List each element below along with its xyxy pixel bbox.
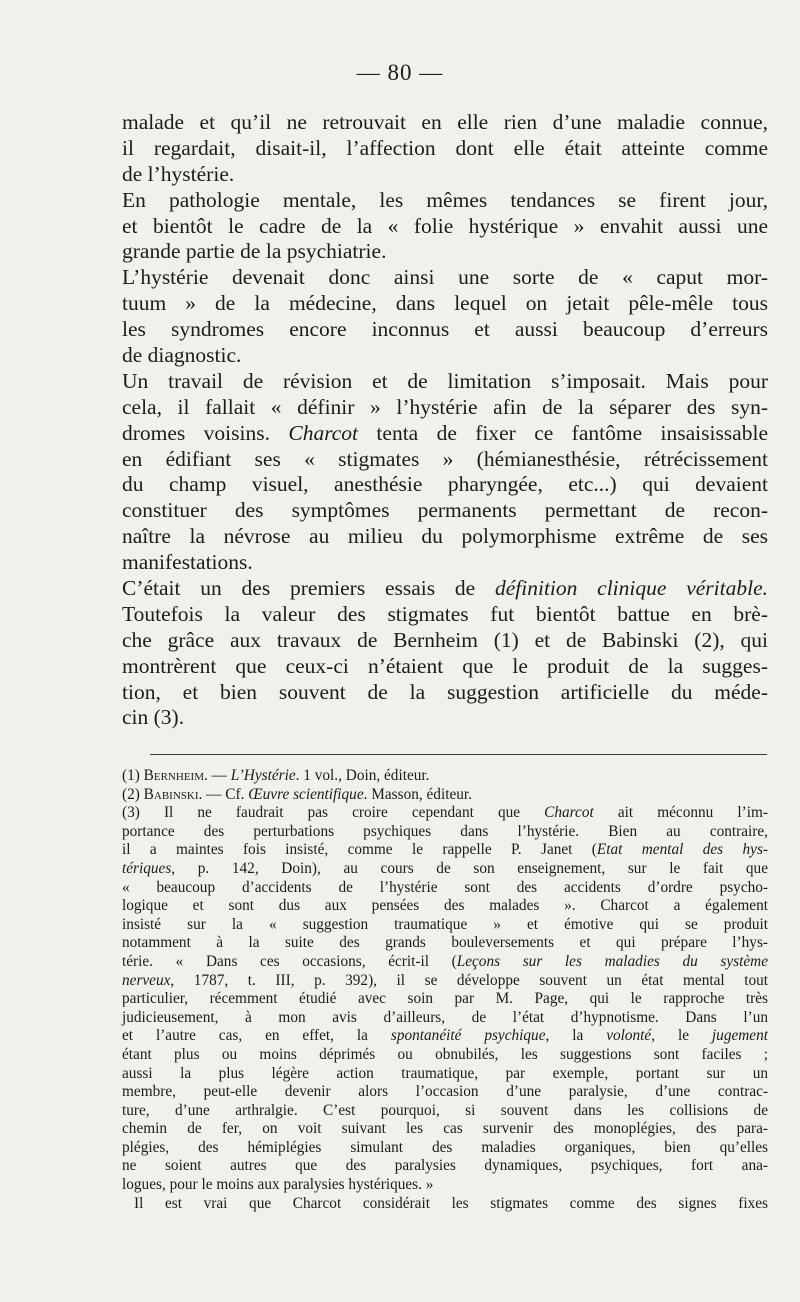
footnote-line — [122, 804, 768, 823]
footnote-line: portance des perturbations psychiques dans l’hystérie. Bien au contraire, — [122, 822, 768, 840]
text-line: cela, il fallait « définir » l’hystérie afin de la séparer des syn- — [122, 394, 768, 419]
footnote-line: Il est vrai que Charcot considérait les stigmates comme des signes fixes — [134, 1194, 768, 1212]
text-run: C’était un des premiers essais de — [122, 576, 495, 601]
text-line: constituer des symptômes permanents permettant de recon- — [122, 498, 768, 523]
text-line: L’hystérie devenait donc ainsi une sorte de « caput mor- — [122, 265, 768, 290]
footnote-line: notamment à la suite des grands bouleversements et qui prépare l’hys- — [122, 934, 768, 952]
footnote-line — [122, 1027, 768, 1046]
text-line: naître la névrose au milieu du polymorphisme extrême de ses — [122, 524, 768, 549]
text-line: Toutefois la valeur des stigmates fut bientôt battue en brè- — [122, 601, 768, 626]
footnote-line — [122, 786, 768, 805]
footnotes — [122, 767, 768, 1213]
italic-run: nerveux — [122, 971, 171, 989]
text-line: et bientôt le cadre de la « folie hystérique » envahit aussi une — [122, 213, 768, 238]
footnote-line: insisté sur la « suggestion traumatique » et émotive qui se produit — [122, 915, 768, 933]
italic-run: volonté — [606, 1027, 652, 1045]
text-run: (3) Il ne faudrait pas croire cependant que — [122, 804, 545, 822]
author-name: Bernheim — [143, 767, 204, 784]
text-run: il a maintes fois insisté, comme le rappelle P. Janet ( — [122, 841, 597, 859]
italic-run: L’Hystérie — [230, 767, 296, 784]
footnote-line: logique et sont dus aux pensées des malades ». Charcot a également — [122, 897, 768, 915]
text-line — [122, 576, 768, 602]
footnote-separator — [150, 754, 767, 755]
author-name: Babinski — [143, 785, 199, 803]
text-run: , p. 142, Doin), au cours de son enseignement, sur le fait que — [171, 859, 768, 877]
text-line: Un travail de révision et de limitation s’imposait. Mais pour — [122, 368, 768, 393]
text-line: cin (3). — [122, 705, 185, 730]
text-run: . 1 vol., Doin, éditeur. — [295, 767, 430, 784]
footnote-line: judicieusement, à mon avis d’ailleurs, de l’état d’hypnotisme. Dans l’un — [122, 1008, 768, 1026]
italic-run: Charcot — [288, 420, 359, 445]
text-run: . — Cf. — [198, 785, 249, 803]
text-run: (1) — [122, 767, 144, 784]
text-line: les syndromes encore inconnus et aussi beaucoup d’erreurs — [122, 317, 768, 342]
text-line: du champ visuel, anesthésie pharyngée, etc...) qui devaient — [122, 472, 768, 497]
footnote-line: plégies, des hémiplégies simulant des maladies organiques, bien qu’elles — [122, 1138, 768, 1156]
text-line: en édifiant ses « stigmates » (hémianesthésie, rétrécissement — [122, 446, 768, 471]
footnote-line: ture, d’une arthralgie. C’est pourquoi, si souvent dans les collisions de — [122, 1101, 768, 1119]
italic-run: Œuvre scientifique — [248, 785, 364, 803]
italic-run: Leçons sur les maladies du système — [456, 952, 768, 970]
italic-run: jugement — [711, 1027, 768, 1045]
text-line: malade et qu’il ne retrouvait en elle rien d’une maladie connue, — [122, 110, 768, 134]
text-run: , la — [545, 1027, 607, 1045]
footnote-line: aussi la plus légère action traumatique, par exemple, portant sur un — [122, 1064, 768, 1082]
text-line: tion, et bien souvent de la suggestion artificielle du méde- — [122, 679, 768, 704]
footnote-line — [122, 767, 768, 786]
text-run: dromes voisins. — [122, 420, 289, 445]
text-run: tenta de fixer ce fantôme insaisissable — [358, 420, 768, 445]
italic-run: Charcot — [544, 804, 594, 822]
text-run: . Masson, éditeur. — [363, 785, 472, 803]
text-run: , le — [651, 1027, 712, 1045]
main-text — [122, 110, 768, 731]
text-line: grande partie de la psychiatrie. — [122, 239, 387, 264]
text-line: tuum » de la médecine, dans lequel on jetait pêle-mêle tous — [122, 291, 768, 316]
text-line — [122, 421, 768, 447]
page-number: — 80 — — [356, 60, 444, 85]
footnote-line: chemin de fer, on voit suivant les cas survenir des monoplégies, des para- — [122, 1120, 768, 1138]
text-run: térie. « Dans ces occasions, écrit-il ( — [122, 952, 457, 970]
footnote-line — [122, 841, 768, 860]
footnote-line: ne soient autres que des paralysies dynamiques, psychiques, fort ana- — [122, 1157, 768, 1175]
footnote-line: logues, pour le moins aux paralysies hystériques. » — [122, 1176, 434, 1194]
footnote-line — [122, 972, 768, 991]
text-line: montrèrent que ceux-ci n’étaient que le produit de la sugges- — [122, 653, 768, 678]
footnote-line: étant plus ou moins déprimés ou obnubilés, les suggestions sont faciles ; — [122, 1045, 768, 1063]
text-line: de diagnostic. — [122, 343, 242, 368]
text-line: de l’hystérie. — [122, 161, 235, 186]
italic-run: Etat mental des hys- — [596, 841, 768, 859]
text-run: ait méconnu l’im- — [593, 804, 769, 822]
text-run: . — — [203, 767, 231, 784]
text-run: , 1787, t. III, p. 392), il se développe souvent un état mental tout — [170, 971, 768, 989]
text-run: (2) — [122, 785, 144, 803]
footnote-line: « beaucoup d’accidents de l’hystérie sont des accidents d’ordre psycho- — [122, 878, 768, 896]
italic-run: définition clinique véritable. — [494, 576, 768, 601]
text-run: et l’autre cas, en effet, la — [122, 1027, 391, 1045]
footnote-line — [122, 953, 768, 972]
footnote-line — [122, 860, 768, 879]
footnote-line: membre, peut-elle devenir alors l’occasion d’une paralysie, d’une contrac- — [122, 1083, 768, 1101]
italic-run: tériques — [122, 859, 172, 877]
text-line: manifestations. — [122, 550, 253, 575]
text-line: En pathologie mentale, les mêmes tendances se firent jour, — [122, 187, 768, 212]
italic-run: spontanéité psychique — [390, 1027, 546, 1045]
text-line: che grâce aux travaux de Bernheim (1) et de Babinski (2), qui — [122, 627, 768, 652]
text-line: il regardait, disait-il, l’affection dont elle était atteinte comme — [122, 135, 768, 160]
footnote-line: particulier, récemment étudié avec soin par M. Page, qui le rapproche très — [122, 990, 768, 1008]
